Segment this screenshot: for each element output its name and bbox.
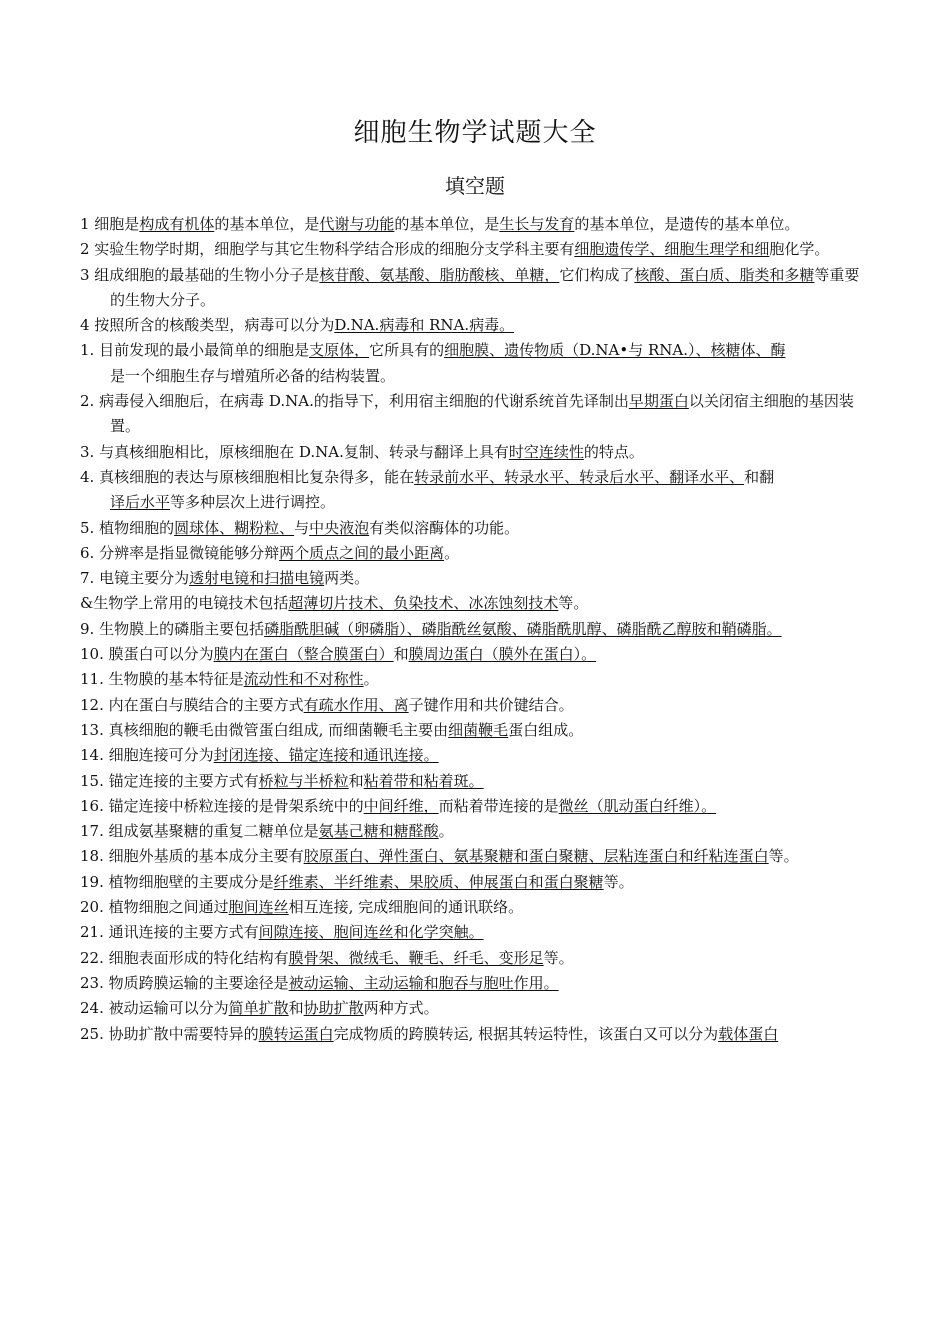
answer-blank: 载体蛋白 <box>718 1024 779 1043</box>
question-item <box>80 971 870 996</box>
question-text: 16. 锚定连接中桥粒连接的是骨架系统中的 <box>80 796 364 815</box>
question-text: 的基本单位，是 <box>214 215 320 233</box>
question-item <box>80 212 870 237</box>
answer-blank: 有疏水作用、离 <box>303 695 409 714</box>
question-text: 23. 物质跨膜运输的主要途径是 <box>80 973 289 992</box>
answer-blank: 膜转运蛋白 <box>258 1024 334 1043</box>
question-text: 4 按照所含的核酸类型，病毒可以分为 <box>80 316 335 335</box>
answer-blank: 膜骨架、微绒毛、鞭毛、纤毛、变形足 <box>288 948 544 967</box>
question-text: 。 <box>438 822 454 841</box>
question-text: 15. 锚定连接的主要方式有 <box>80 771 259 790</box>
question-text: 它所具有的 <box>369 341 445 360</box>
question-item-continuation <box>80 364 870 389</box>
question-text: 和 <box>348 771 364 790</box>
question-text: 相互连接, 完成细胞间的通讯联络。 <box>288 898 524 917</box>
answer-blank: 中央液泡 <box>309 518 370 537</box>
answer-blank: 译后水平 <box>110 493 171 512</box>
question-text: 11. 生物膜的基本特征是 <box>80 670 244 689</box>
question-item <box>80 743 870 768</box>
question-text: 蛋白组成。 <box>508 720 584 739</box>
answer-blank: 封闭连接、锚定连接和通讯连接。 <box>213 746 439 765</box>
answer-blank: 粘着带和粘着斑。 <box>363 771 484 790</box>
answer-blank: 细菌鞭毛 <box>448 720 509 739</box>
question-text: 3 组成细胞的最基础的生物小分子是 <box>80 265 320 284</box>
answer-blank: D.NA.病毒和 RNA.病毒。 <box>334 316 515 335</box>
question-text: 的基本单位，是遗传的基本单位。 <box>574 215 800 233</box>
question-item <box>80 237 870 262</box>
question-text: 的特点。 <box>583 442 644 461</box>
question-text: 等多种层次上进行调控。 <box>170 493 336 512</box>
question-item <box>80 870 870 895</box>
question-text: 和翻 <box>744 467 775 486</box>
answer-blank: 微丝（肌动蛋白纤维）。 <box>558 796 717 815</box>
question-text: 等。 <box>558 594 589 613</box>
question-text: 1. 目前发现的最小最简单的细胞是 <box>80 341 310 360</box>
question-text: 7. 电镜主要分为 <box>80 569 190 588</box>
question-text: 是一个细胞生存与增殖所必备的结构装置。 <box>110 366 396 385</box>
question-text: 19. 植物细胞壁的主要成分是 <box>80 872 274 891</box>
question-text: 子键作用和共价键结合。 <box>408 695 574 714</box>
answer-blank: 胞间连丝 <box>228 898 289 917</box>
question-text: 12. 内在蛋白与膜结合的主要方式 <box>80 695 304 714</box>
answer-blank: 中间纤维， <box>363 796 439 815</box>
question-item <box>80 844 870 869</box>
answer-blank: 氨基己糖和糖醛酸 <box>318 822 439 841</box>
question-text: 等。 <box>768 847 799 866</box>
question-text: 两类。 <box>324 569 370 588</box>
document-title: 细胞生物学试题大全 <box>353 118 597 148</box>
question-text: 25. 协助扩散中需要特异的 <box>80 1024 259 1043</box>
question-item <box>80 389 870 440</box>
question-text: 17. 组成氨基聚糖的重复二糖单位是 <box>80 822 319 841</box>
question-text: 。 <box>363 670 379 689</box>
question-text: 9. 生物膜上的磷脂主要包括 <box>80 619 265 638</box>
answer-blank: 时空连续性 <box>508 442 584 461</box>
question-list <box>80 212 870 1047</box>
question-item <box>80 895 870 920</box>
question-text: 21. 通讯连接的主要方式有 <box>80 923 259 942</box>
answer-blank: 核酸、蛋白质、脂类和多糖 <box>634 265 815 284</box>
question-text: 胞化学。 <box>769 240 830 259</box>
question-text: 等。 <box>543 948 574 967</box>
question-text: 等。 <box>603 872 634 891</box>
answer-blank: 转录前水平、转录水平、转录后水平、翻译水平、 <box>414 467 745 486</box>
question-item <box>80 794 870 819</box>
question-text: 13. 真核细胞的鞭毛由微管蛋白组成, 而细菌鞭毛主要由 <box>80 720 449 739</box>
answer-blank: 膜内在蛋白（整合膜蛋白） <box>213 645 394 664</box>
question-item <box>80 1022 870 1047</box>
question-text: 5. 植物细胞的 <box>80 518 175 537</box>
answer-blank: 两个质点之间的最小距离 <box>279 543 445 562</box>
answer-blank: 桥粒与半桥粒 <box>258 771 349 790</box>
question-item <box>80 718 870 743</box>
answer-blank: 简单扩散 <box>228 999 289 1018</box>
question-text: 以关闭宿主细胞的基因装置。 <box>110 392 854 436</box>
question-text: 6. 分辨率是指显微镜能够分辩 <box>80 543 280 562</box>
question-text: 而粘着带连接的是 <box>438 796 559 815</box>
answer-blank: 胶原蛋白、弹性蛋白、氨基聚糖和蛋白聚糖、层粘连蛋白和纤粘连蛋白 <box>303 847 769 866</box>
answer-blank: 构成有机体 <box>139 215 215 233</box>
question-text: 。 <box>444 543 460 562</box>
answer-blank: 早期蛋白 <box>628 392 689 411</box>
answer-blank: 圆球体、糊粉粒、 <box>174 518 295 537</box>
question-item <box>80 566 870 591</box>
answer-blank: 代谢与功能 <box>319 215 395 233</box>
question-text: 18. 细胞外基质的基本成分主要有 <box>80 847 304 866</box>
question-item <box>80 920 870 945</box>
question-text: 1 细胞是 <box>80 215 140 233</box>
question-item <box>80 541 870 566</box>
answer-blank: 核苷酸、氨基酸、脂肪酸核、单糖， <box>319 265 560 284</box>
question-item <box>80 263 870 314</box>
answer-blank: 协助扩散 <box>303 999 364 1018</box>
question-item <box>80 693 870 718</box>
answer-blank: 支原体， <box>309 341 370 360</box>
question-text: 3. 与真核细胞相比，原核细胞在 D.NA.复制、转录与翻译上具有 <box>80 442 509 461</box>
question-item <box>80 667 870 692</box>
question-item <box>80 440 870 465</box>
answer-blank: 透射电镜和扫描电镜 <box>189 569 325 588</box>
question-item <box>80 642 870 667</box>
question-item <box>80 769 870 794</box>
question-text: 与 <box>294 518 310 537</box>
question-item <box>80 996 870 1021</box>
answer-blank: 磷脂酰胆碱（卵磷脂）、磷脂酰丝氨酸、磷脂酰肌醇、磷脂酰乙醇胺和鞘磷脂。 <box>264 619 782 638</box>
question-item <box>80 465 870 490</box>
question-item-continuation <box>80 490 870 515</box>
section-heading: 填空题 <box>445 174 505 198</box>
question-text: 4. 真核细胞的表达与原核细胞相比复杂得多，能在 <box>80 467 415 486</box>
question-item <box>80 617 870 642</box>
question-text: 20. 植物细胞之间通过 <box>80 898 229 917</box>
question-text: 2 实验生物学时期，细胞学与其它生物科学结合形成的细胞分支学科主要有 <box>80 240 575 259</box>
question-text: 和 <box>393 645 409 664</box>
question-text: 两种方式。 <box>363 999 439 1018</box>
answer-blank: 间隙连接、胞间连丝和化学突触。 <box>258 923 484 942</box>
question-item <box>80 946 870 971</box>
question-item <box>80 338 870 363</box>
answer-blank: 生长与发育 <box>499 215 575 233</box>
question-text: 22. 细胞表面形成的特化结构有 <box>80 948 289 967</box>
question-text: 完成物质的跨膜转运, 根据其转运特性，该蛋白又可以分为 <box>333 1024 719 1043</box>
question-text: 有类似溶酶体的功能。 <box>369 518 520 537</box>
question-text: 等重要的生物大分子。 <box>110 265 860 309</box>
answer-blank: 被动运输、主动运输和胞吞与胞吐作用。 <box>288 973 559 992</box>
question-text: 它们构成了 <box>559 265 635 284</box>
answer-blank: 细胞膜、遗传物质（D.NA•与 RNA.）、核糖体、酶 <box>444 341 786 360</box>
question-text: &生物学上常用的电镜技术包括 <box>80 594 289 613</box>
answer-blank: 超薄切片技术、负染技术、冰冻蚀刻技术 <box>288 594 559 613</box>
answer-blank: 细胞遗传学、细胞生理学和细 <box>574 240 770 259</box>
answer-blank: 纤维素、半纤维素、果胶质、伸展蛋白和蛋白聚糖 <box>273 872 604 891</box>
question-item <box>80 516 870 541</box>
question-item <box>80 313 870 338</box>
question-item <box>80 819 870 844</box>
question-text: 24. 被动运输可以分为 <box>80 999 229 1018</box>
question-text: 和 <box>288 999 304 1018</box>
question-text: 的基本单位，是 <box>394 215 500 233</box>
question-text: 14. 细胞连接可分为 <box>80 746 214 765</box>
answer-blank: 流动性和不对称性 <box>243 670 364 689</box>
answer-blank: 膜周边蛋白（膜外在蛋白）。 <box>408 645 597 664</box>
question-item <box>80 591 870 616</box>
question-text: 10. 膜蛋白可以分为 <box>80 645 214 664</box>
question-text: 2. 病毒侵入细胞后，在病毒 D.NA.的指导下，利用宿主细胞的代谢系统首先译制出 <box>80 392 629 411</box>
